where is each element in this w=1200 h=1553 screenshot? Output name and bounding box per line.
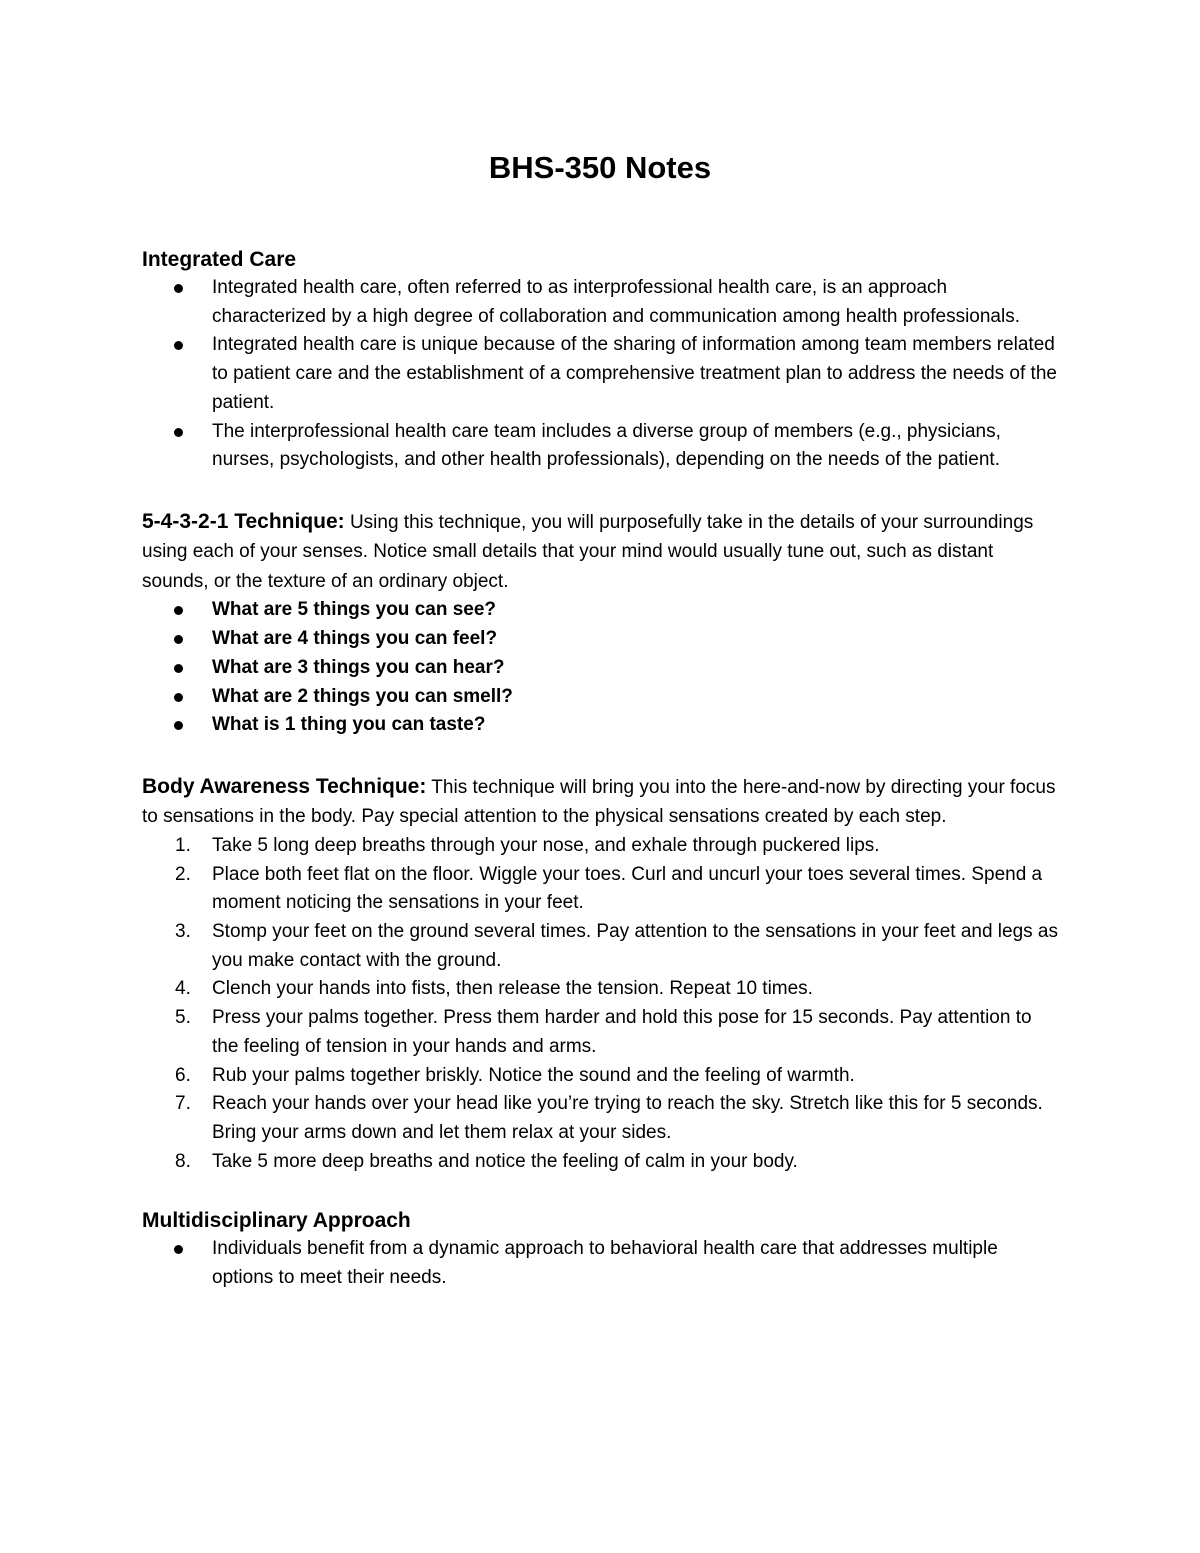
body-awareness-intro: This technique will bring you into the here-and-now by directing your focus to sensations in the body. Pay special attention to the physical sensations created by each step. (142, 776, 1056, 828)
list-item (142, 418, 1058, 475)
list-item-text: Individuals benefit from a dynamic approach to behavioral health care that addresses multiple options to meet their needs. (212, 1238, 998, 1289)
list-item-text: What is 1 thing you can taste? (212, 714, 486, 736)
list-item (142, 331, 1058, 417)
list-item (142, 918, 1058, 975)
bullet-icon (174, 721, 183, 730)
section-heading-54321: 5-4-3-2-1 Technique: (142, 509, 345, 533)
body-awareness-steps (142, 832, 1058, 1176)
bullet-icon (174, 428, 183, 437)
bullet-icon (174, 341, 183, 350)
section-heading-multidisciplinary: Multidisciplinary Approach (142, 1209, 411, 1233)
list-item-text: Stomp your feet on the ground several times. Pay attention to the sensations in your feet and legs as you make contact with the ground. (212, 921, 1059, 971)
list-item-text: The interprofessional health care team includes a diverse group of members (e.g., physicians, nurses, psychologists, and other health professionals), depending on the needs of the patient. (212, 420, 1001, 471)
bullet-icon (174, 693, 183, 702)
list-item (142, 596, 1058, 625)
list-item (142, 711, 1058, 740)
senses-question-list (142, 596, 1058, 740)
list-item-text: Rub your palms together briskly. Notice the sound and the feeling of warmth. (212, 1064, 855, 1086)
bullet-icon (174, 1245, 183, 1254)
section-54321-technique (142, 507, 1058, 740)
list-item-text: Clench your hands into fists, then release the tension. Repeat 10 times. (212, 978, 813, 1000)
list-item (142, 975, 1058, 1004)
list-item-text: Place both feet flat on the floor. Wiggle your toes. Curl and uncurl your toes several times. Spend a moment noticing the sensations in your feet. (212, 863, 1043, 914)
step-number: 1. (175, 834, 191, 856)
list-item (142, 625, 1058, 654)
list-item (142, 832, 1058, 861)
step-number: 8. (175, 1150, 191, 1172)
integrated-care-list (142, 274, 1058, 475)
list-item-text: Integrated health care, often referred to as interprofessional health care, is an approach characterized by a high degree of collaboration and communication among health professionals. (212, 277, 1020, 327)
document-title: BHS-350 Notes (488, 150, 712, 185)
list-item (142, 654, 1058, 683)
list-item-text: Take 5 more deep breaths and notice the feeling of calm in your body. (212, 1150, 798, 1172)
list-item-text: Integrated health care is unique because of the sharing of information among team members related to patient care and the establishment of a comprehensive treatment plan to address the needs of the patient. (212, 334, 1057, 413)
bullet-icon (174, 284, 183, 293)
list-item (142, 861, 1058, 918)
list-item (142, 1235, 1058, 1292)
list-item (142, 1062, 1058, 1091)
step-number: 2. (175, 863, 191, 885)
list-item-text: What are 3 things you can hear? (212, 656, 505, 678)
list-item-text: What are 5 things you can see? (212, 599, 497, 621)
step-number: 6. (175, 1064, 191, 1086)
list-item (142, 683, 1058, 712)
list-item-text: What are 2 things you can smell? (212, 685, 513, 707)
section-multidisciplinary (142, 1206, 1058, 1292)
technique-54321-intro: Using this technique, you will purposefully take in the details of your surroundings using each of your senses. Notice small details that your mind would usually tune out, such as distant sounds, or the texture of an ordinary object. (142, 511, 1034, 592)
list-item-text: Reach your hands over your head like you’re trying to reach the sky. Stretch like this for 5 seconds. Bring your arms down and let them relax at your sides. (212, 1093, 1043, 1143)
list-item (142, 274, 1058, 331)
body-awareness-paragraph (142, 772, 1058, 832)
list-item-text: Take 5 long deep breaths through your nose, and exhale through puckered lips. (212, 834, 880, 856)
list-item-text: Press your palms together. Press them harder and hold this pose for 15 seconds. Pay attention to the feeling of tension in your hands and arms. (212, 1007, 1032, 1057)
technique-54321-paragraph (142, 507, 1058, 597)
list-item (142, 1090, 1058, 1147)
step-number: 4. (175, 978, 191, 1000)
section-heading-body-awareness: Body Awareness Technique: (142, 774, 427, 798)
section-integrated-care (142, 245, 1058, 475)
bullet-icon (174, 635, 183, 644)
list-item (142, 1148, 1058, 1177)
step-number: 3. (175, 921, 191, 943)
section-body-awareness (142, 772, 1058, 1176)
list-item (142, 1004, 1058, 1061)
bullet-icon (174, 606, 183, 615)
step-number: 5. (175, 1007, 191, 1029)
bullet-icon (174, 664, 183, 673)
list-item-text: What are 4 things you can feel? (212, 628, 498, 650)
step-number: 7. (175, 1093, 191, 1115)
section-heading-integrated-care: Integrated Care (142, 248, 297, 271)
multidisciplinary-list (142, 1235, 1058, 1292)
